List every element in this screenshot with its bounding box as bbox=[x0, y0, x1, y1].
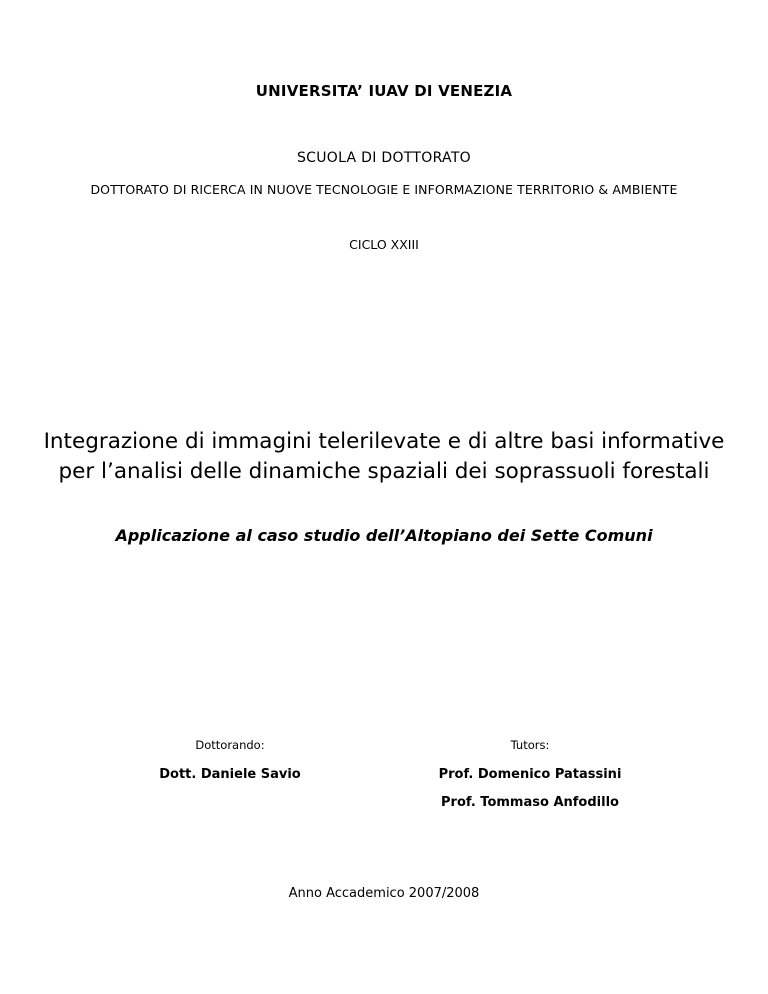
school-name: SCUOLA DI DOTTORATO bbox=[296, 150, 472, 166]
thesis-title bbox=[0, 427, 768, 487]
thesis-title-line-1: Integrazione di immagini telerilevate e di altre basi informative bbox=[43, 429, 725, 454]
doctoral-cycle: CICLO XXIII bbox=[349, 237, 419, 252]
candidate-label: Dottorando: bbox=[195, 738, 265, 752]
thesis-title-line-2: per l’analisi delle dinamiche spaziali dei soprassuoli forestali bbox=[58, 459, 710, 484]
university-name: UNIVERSITA’ IUAV DI VENEZIA bbox=[255, 82, 513, 100]
doctoral-program: DOTTORATO DI RICERCA IN NUOVE TECNOLOGIE E INFORMAZIONE TERRITORIO & AMBIENTE bbox=[90, 182, 678, 197]
tutor-name: Prof. Tommaso Anfodillo bbox=[441, 795, 619, 810]
tutor-name: Prof. Domenico Patassini bbox=[438, 767, 622, 782]
candidate-name: Dott. Daniele Savio bbox=[159, 767, 301, 782]
academic-year: Anno Accademico 2007/2008 bbox=[288, 886, 480, 901]
thesis-subtitle: Applicazione al caso studio dell’Altopiano dei Sette Comuni bbox=[115, 526, 653, 545]
candidate-block bbox=[130, 738, 330, 789]
tutors-label: Tutors: bbox=[510, 738, 550, 752]
tutors-block bbox=[430, 738, 630, 817]
